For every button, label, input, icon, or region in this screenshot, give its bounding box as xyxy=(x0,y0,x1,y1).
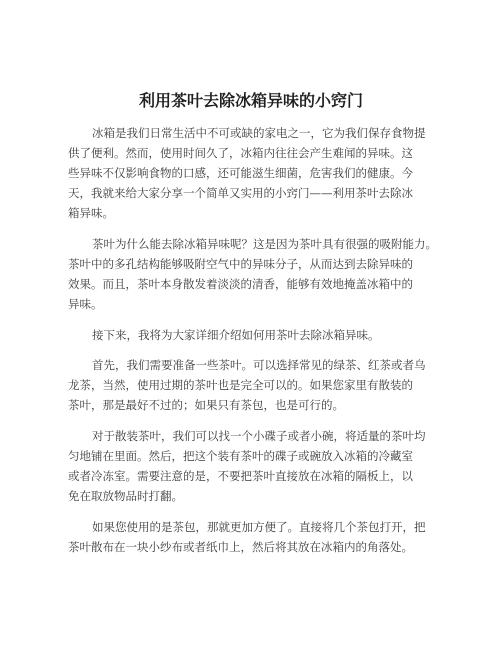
paragraph-line: 免在取放物品时打翻。 xyxy=(68,489,183,503)
paragraph-line: 茶叶中的多孔结构能够吸附空气中的异味分子，从而达到去除异味的 xyxy=(68,257,413,271)
paragraph-line: 供了便利。然而，使用时间久了，冰箱内往往会产生难闻的异味。这 xyxy=(68,146,413,160)
paragraph-line: 茶叶，那是最好不过的；如果只有茶包，也是可行的。 xyxy=(68,398,344,412)
paragraph-line: 龙茶，当然，使用过期的茶叶也是完全可以的。如果您家里有散装的 xyxy=(68,378,413,392)
paragraph-line: 效果。而且，茶叶本身散发着淡淡的清香，能够有效地掩盖冰箱中的 xyxy=(68,277,413,291)
paragraph-line: 首先，我们需要准备一些茶叶。可以选择常见的绿茶、红茶或者乌 xyxy=(92,358,426,372)
paragraph-line: 冰箱是我们日常生活中不可或缺的家电之一，它为我们保存食物提 xyxy=(92,126,426,140)
paragraph-line: 茶叶为什么能去除冰箱异味呢？这是因为茶叶具有很强的吸附能力。 xyxy=(92,237,437,251)
paragraph-line: 如果您使用的是茶包，那就更加方便了。直接将几个茶包打开，把 xyxy=(92,520,426,534)
paragraph-line: 接下来，我将为大家详细介绍如何用茶叶去除冰箱异味。 xyxy=(92,328,380,342)
paragraph-line: 茶叶散布在一块小纱布或者纸巾上，然后将其放在冰箱内的角落处。 xyxy=(68,540,413,554)
paragraph-line: 天，我就来给大家分享一个简单又实用的小窍门——利用茶叶去除冰 xyxy=(68,186,413,200)
paragraph-line: 些异味不仅影响食物的口感，还可能滋生细菌，危害我们的健康。今 xyxy=(68,166,413,180)
paragraph-line: 异味。 xyxy=(68,297,103,311)
paragraph-line: 箱异味。 xyxy=(68,206,114,220)
paragraph-line: 匀地铺在里面。然后，把这个装有茶叶的碟子或碗放入冰箱的冷藏室 xyxy=(68,449,413,463)
paragraph-line: 或者冷冻室。需要注意的是，不要把茶叶直接放在冰箱的隔板上，以 xyxy=(68,469,413,483)
document-title: 利用茶叶去除冰箱异味的小窍门 xyxy=(138,91,363,110)
paragraph-line: 对于散装茶叶，我们可以找一个小碟子或者小碗，将适量的茶叶均 xyxy=(92,429,426,443)
